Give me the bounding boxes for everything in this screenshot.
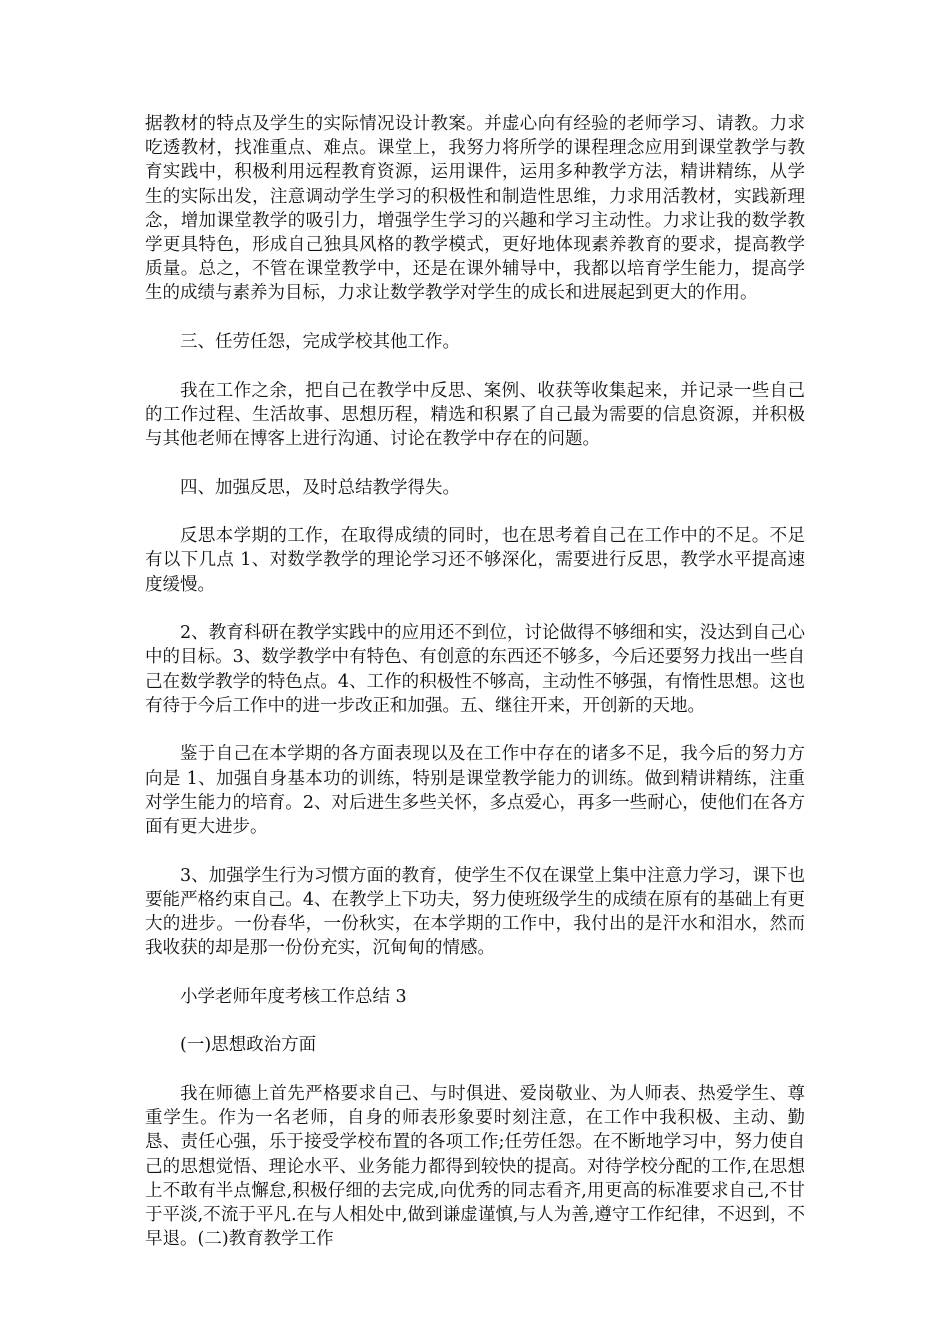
paragraph-future-direction: 鉴于自己在本学期的各方面表现以及在工作中存在的诸多不足，我今后的努力方向是 1、加强自身基本功的训练，特别是课堂教学能力的训练。做到精讲精练，注重对学生能力的培育。2、对后进生多些关怀，多点爱心，再多一些耐心，使他们在各方面有更大进步。 (145, 744, 805, 838)
subheading-political: (一)思想政治方面 (180, 1035, 317, 1056)
paragraph-teaching-methods: 据教材的特点及学生的实际情况设计教案。并虚心向有经验的老师学习、请教。力求吃透教材，找准重点、难点。课堂上，我努力将所学的课程理念应用到课堂教学与教育实践中，积极利用远程教育资源，运用课件，运用多种教学方法，精讲精练，从学生的实际出发，注意调动学生学习的积极性和制造性思维，力求用活教材，实践新理念，增加课堂教学的吸引力，增强学生学习的兴趣和学习主动性。力求让我的数学教学更具特色，形成自己独具风格的教学模式，更好地体现素养教育的要求，提高教学质量。总之，不管在课堂教学中，还是在课外辅导中，我都以培育学生能力，提高学生的成绩与素养为目标，力求让数学教学对学生的成长和进展起到更大的作用。 (145, 114, 805, 304)
paragraph-blog-reflection: 我在工作之余，把自己在教学中反思、案例、收获等收集起来，并记录一些自己的工作过程、生活故事、思想历程，精选和积累了自己最为需要的信息资源，并积极与其他老师在博客上进行沟通、讨论在教学中存在的问题。 (145, 380, 805, 450)
document-page (145, 112, 805, 1276)
paragraph-research: 2、教育科研在教学实践中的应用还不到位，讨论做得不够细和实，没达到自己心中的目标。3、数学教学中有特色、有创意的东西还不够多，今后还要努力找出一些自己在数学教学的特色点。4、工作的积极性不够高，主动性不够强，有惰性思想。这也有待于今后工作中的进一步改正和加强。五、继往开来，开创新的天地。 (145, 623, 805, 716)
document-title-3: 小学老师年度考核工作总结 3 (180, 986, 407, 1007)
section-heading-4: 四、加强反思，及时总结教学得失。 (180, 477, 460, 498)
section-heading-3: 三、任劳任怨，完成学校其他工作。 (180, 332, 460, 353)
paragraph-teacher-ethics: 我在师德上首先严格要求自己、与时俱进、爱岗敬业、为人师表、热爱学生、尊重学生。作为一名老师，自身的师表形象要时刻注意，在工作中我积极、主动、勤恳、责任心强，乐于接受学校布置的各项工作;任劳任怨。在不断地学习中，努力使自己的思想觉悟、理论水平、业务能力都得到较快的提高。对待学校分配的工作,在思想上不敢有半点懈怠,积极仔细的去完成,向优秀的同志看齐,用更高的标准要求自己,不甘于平淡,不流于平凡.在与人相处中,做到谦虚谨慎,与人为善,遵守工作纪律，不迟到，不早退。(二)教育教学工作 (145, 1084, 805, 1250)
paragraph-student-habits: 3、加强学生行为习惯方面的教育，使学生不仅在课堂上集中注意力学习，课下也要能严格约束自己。4、在教学上下功夫，努力使班级学生的成绩在原有的基础上有更大的进步。一份春华，一份秋实，在本学期的工作中，我付出的是汗水和泪水，然而我收获的却是那一份份充实，沉甸甸的情感。 (145, 865, 805, 959)
paragraph-shortcomings: 反思本学期的工作，在取得成绩的同时，也在思考着自己在工作中的不足。不足有以下几点 1、对数学教学的理论学习还不够深化，需要进行反思，教学水平提高速度缓慢。 (145, 526, 805, 595)
